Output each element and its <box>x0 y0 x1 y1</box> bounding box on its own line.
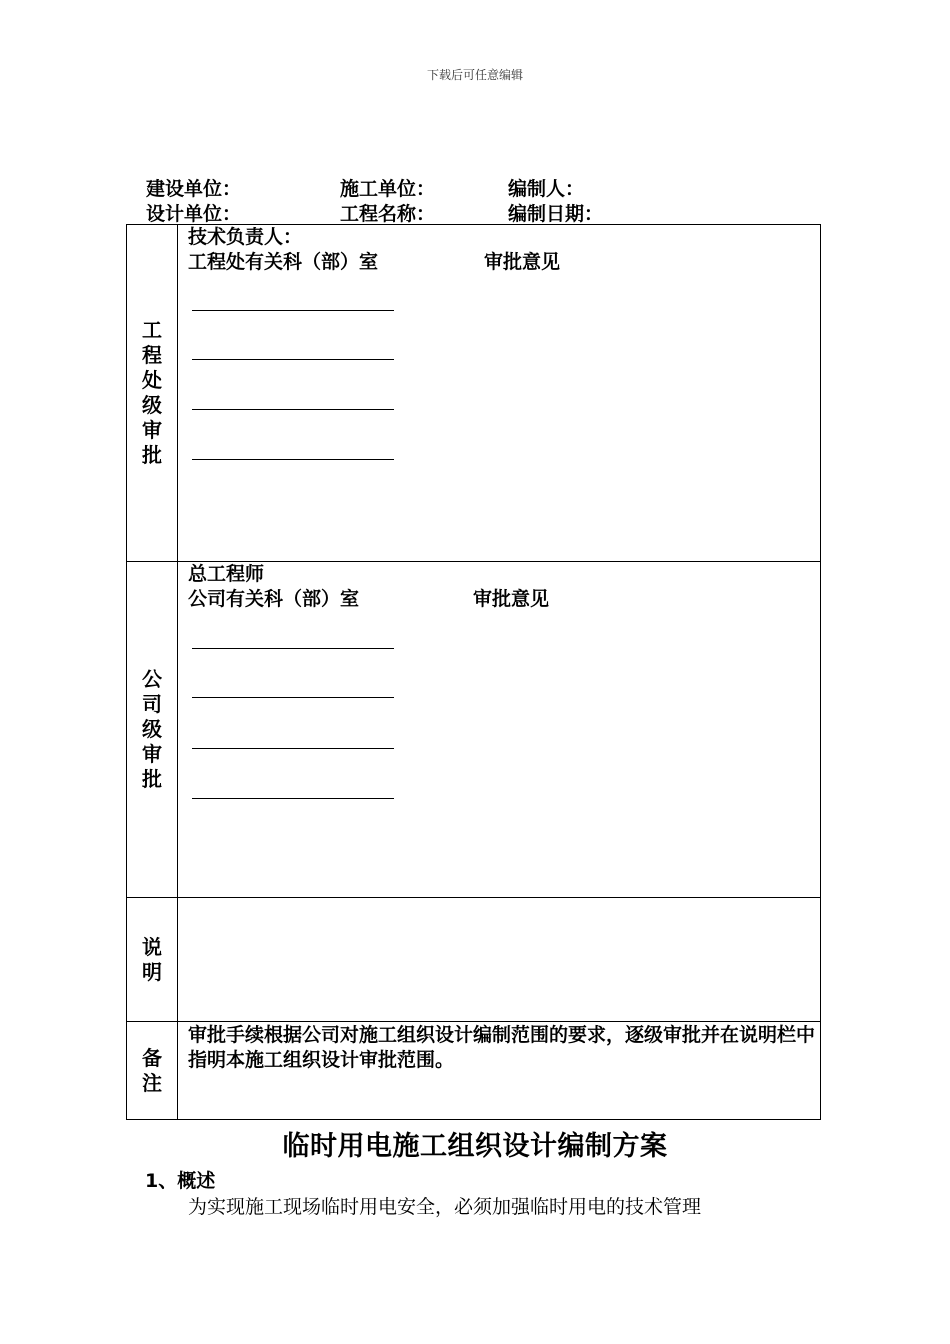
opinion-label: 审批意见 <box>473 588 550 610</box>
section-explanation <box>127 898 821 1022</box>
signature-line <box>192 748 394 749</box>
header-watermark: 下载后可任意编辑 <box>426 68 523 82</box>
section-label: 备注 <box>142 1045 162 1095</box>
dept-label: 工程处有关科（部）室 <box>188 251 379 273</box>
construction-unit-label: 建设单位： <box>146 178 242 200</box>
remarks-text: 审批手续根据公司对施工组织设计编制范围的要求，逐级审批并在说明栏中指明本施工组织设计审批范围。 <box>188 1024 816 1071</box>
signature-line <box>192 459 394 460</box>
section-label: 工程处级审批 <box>142 318 162 467</box>
section-label: 说明 <box>142 934 162 984</box>
chief-engineer-label: 总工程师 <box>188 563 265 585</box>
section-label-cell <box>127 898 178 1022</box>
tech-lead-label: 技术负责人： <box>188 226 303 248</box>
approval-table <box>126 224 821 1120</box>
contractor-unit-label: 施工单位： <box>340 178 436 200</box>
section-label-cell <box>127 562 178 898</box>
signature-line <box>192 697 394 698</box>
section-label-cell <box>127 1022 178 1120</box>
section-remarks <box>127 1022 821 1120</box>
signature-line <box>192 409 394 410</box>
project-name-label: 工程名称： <box>340 203 436 225</box>
compiler-label: 编制人： <box>508 178 585 200</box>
section-label-cell <box>127 225 178 562</box>
signature-line <box>192 310 394 311</box>
remarks-content-cell <box>178 1022 821 1120</box>
dept-opinion-row <box>188 250 688 275</box>
design-unit-label: 设计单位： <box>146 203 242 225</box>
dept-opinion-row <box>188 587 688 612</box>
signature-line <box>192 648 394 649</box>
signature-line <box>192 359 394 360</box>
section-label: 公司级审批 <box>142 667 162 791</box>
section-company <box>127 562 821 898</box>
compile-date-label: 编制日期： <box>508 203 604 225</box>
dept-label: 公司有关科（部）室 <box>188 588 360 610</box>
section-content-cell <box>178 225 821 562</box>
section-heading: 1、概述 <box>145 1170 216 1192</box>
opinion-label: 审批意见 <box>484 251 561 273</box>
section-content-cell <box>178 562 821 898</box>
body-paragraph: 为实现施工现场临时用电安全，必须加强临时用电的技术管理 <box>188 1196 702 1218</box>
document-title: 临时用电施工组织设计编制方案 <box>282 1131 668 1162</box>
section-engineering-office <box>127 225 821 562</box>
signature-line <box>192 798 394 799</box>
explanation-content-cell <box>178 898 821 1022</box>
